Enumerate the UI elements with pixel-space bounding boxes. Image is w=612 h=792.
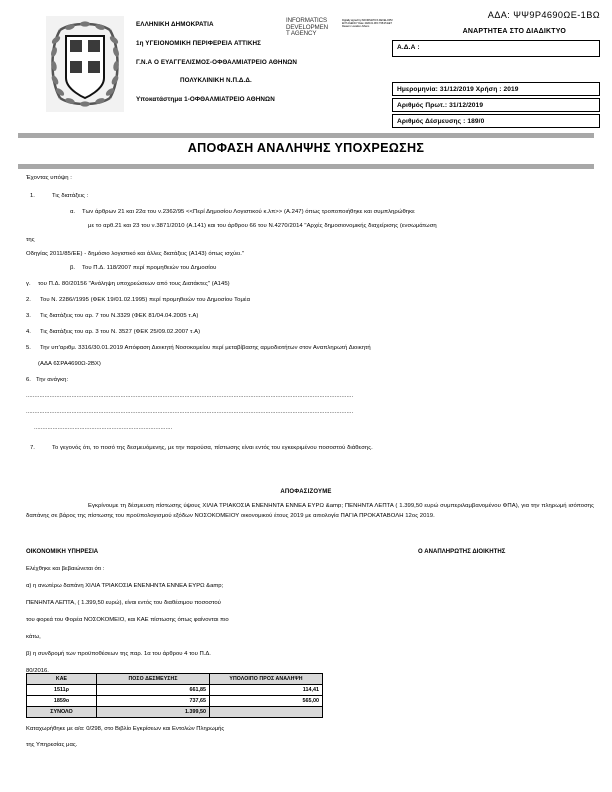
- cell-amount: 661,85: [97, 685, 210, 696]
- item-text-1a: Των άρθρων 21 και 22α του ν.2362/95 <<Περί Δημοσίου Λογιστικού κ.λπ>> (Α.247) όπως τροποποιήθηκε και συμπληρώθηκε: [82, 209, 415, 215]
- item-number-1b: β.: [70, 265, 76, 271]
- item-number-4: 4.: [26, 329, 31, 335]
- ida-logo-line3: T AGENCY: [286, 30, 317, 37]
- ada-code-top: ΑΔΑ: ΨΨ9Ρ4690ΩΕ-1ΒΩ: [487, 10, 600, 20]
- table-header-remaining: ΥΠΟΛΟΙΠΟ ΠΡΟΣ ΑΝΑΛΗΨΗ: [210, 674, 323, 685]
- table-header-kae: ΚΑΕ: [27, 674, 97, 685]
- item-number-6: 6.: [26, 377, 31, 383]
- verification-block: [26, 566, 356, 674]
- page-title: ΑΠΟΦΑΣΗ ΑΝΑΛΗΨΗΣ ΥΠΟΧΡΕΩΣΗΣ: [187, 141, 425, 155]
- verification-clause-a-line4: κάτω,: [26, 634, 41, 640]
- organization-block: [136, 22, 386, 116]
- registration-footer-line1: Καταχωρήθηκε με α/α: 0/298, στο Βιβλίο Εγκρίσεων και Εντολών Πληρωμής: [26, 726, 225, 732]
- item-text-1c: του Π.Δ. 80/20156 "Ανάληψη υποχρεώσεων από τους Διατάκτες" (Α145): [38, 281, 230, 287]
- item-text-3: Τις διατάξεις του αρ. 7 του Ν.3329 (ΦΕΚ 81/04.04.2005 τ.Α): [40, 313, 199, 319]
- dotted-fill-line-2: ..................................................................................................................................................................................................: [26, 410, 354, 415]
- date-box: Ημερομηνία: 31/12/2019 Χρήση : 2019: [392, 82, 600, 96]
- item-number-2: 2.: [26, 297, 31, 303]
- org-line-hospital: Γ.Ν.Α Ο ΕΥΑΓΓΕΛΙΣΜΟΣ-ΟΦΘΑΛΜΙΑΤΡΕΙΟ ΑΘΗΝΩΝ: [136, 58, 298, 66]
- ida-logo-line1: INFORMATICS: [286, 17, 328, 24]
- item-number-7: 7.: [30, 445, 35, 451]
- org-line-republic: ΕΛΛΗΝΙΚΗ ΔΗΜΟΚΡΑΤΙΑ: [136, 21, 214, 28]
- commitment-number-box: Αριθμός Δέσμευσης : 189/0: [392, 114, 600, 128]
- title-divider-top: [18, 133, 594, 138]
- org-line-health-region: 1η ΥΓΕΙΟΝΟΜΙΚΗ ΠΕΡΙΦΕΡΕΙΑ ΑΤΤΙΚΗΣ: [136, 39, 262, 47]
- having-regard-label: Έχοντας υπόψη :: [26, 175, 72, 181]
- item-text-5: Την υπ'αριθμ. 3316/30.01.2019 Απόφαση Διοικητή Νοσοκομείου περί μεταβίβασης αρμοδιοτήτων στον Αναπληρωτή Διοικητή: [40, 345, 371, 351]
- verification-clause-a-line2: ΠΕΝΗΝΤΑ ΛΕΠΤΑ, ( 1.399,50 ευρώ), είναι εντός του διαθέσιμου ποσοστού: [26, 600, 221, 606]
- table-header-amount: ΠΟΣΟ ΔΕΣΜΕΥΣΗΣ: [97, 674, 210, 685]
- ada-field-box: Α.Δ.Α :: [392, 40, 600, 57]
- financial-service-signature-label: ΟΙΚΟΝΟΜΙΚΗ ΥΠΗΡΕΣΙΑ: [26, 549, 99, 555]
- table-row: [27, 685, 323, 696]
- title-divider-bottom: [18, 164, 594, 169]
- kae-commitment-table: [26, 673, 323, 718]
- item-number-5: 5.: [26, 345, 31, 351]
- item-text-directive: Οδηγίας 2011/85/ΕΕ) - δημόσιο λογιστικό και άλλες διατάξεις (Α143) όπως ισχύει.": [26, 251, 245, 257]
- digital-signature-detail: Digitally signed by INFORMATICS DEVELOPMENT AGENCY Date: 2020.01.08 17:58:15 EET Reason: Location: Athens: [342, 19, 393, 29]
- table-row: [27, 696, 323, 707]
- cell-remaining: 114,41: [210, 685, 323, 696]
- cell-amount: 737,65: [97, 696, 210, 707]
- verification-clause-a-line1: α) η ανωτέρω δαπάνη ΧΙΛΙΑ ΤΡΙΑΚΟΣΙΑ ΕΝΕΝΗΝΤΑ ΕΝΝΕΑ ΕΥΡΩ &amp;: [26, 583, 224, 589]
- cell-total-label: ΣΥΝΟΛΟ: [27, 707, 97, 718]
- cell-kae-code: 1859ο: [27, 696, 97, 707]
- decision-heading: ΑΠΟΦΑΣΙΖΟΥΜΕ: [280, 489, 332, 495]
- dotted-fill-line-1: ..................................................................................................................................................................................................: [26, 394, 354, 399]
- registration-footer-line2: της Υπηρεσίας μας.: [26, 742, 78, 748]
- dotted-fill-line-3: ..................................................................................: [34, 426, 173, 431]
- item-text-2: Του Ν. 2286//1995 (ΦΕΚ 19/01.02.1995) περί προμηθειών του Δημοσίου Τομέα: [40, 297, 251, 303]
- verification-clause-a-line3: του φορεά του Φορέα ΝΟΣΟΚΟΜΕΙΟ, και ΚΑΕ πίστωσης όπως φαίνονται πιο: [26, 617, 229, 623]
- greek-coat-of-arms-emblem: [46, 16, 124, 112]
- item-number-1: 1.: [30, 193, 35, 199]
- cell-total-amount: 1.399,50: [97, 707, 210, 718]
- document-header: [0, 0, 612, 125]
- table-total-row: [27, 707, 323, 718]
- verification-clause-b-line1: β) η συνδρομή των προϋποθέσεων της παρ. 1α του άρθρου 4 του Π.Δ.: [26, 651, 211, 657]
- decision-paragraph: Εγκρίνουμε τη δέσμευση πίστωσης ύψους ΧΙΛΙΑ ΤΡΙΑΚΟΣΙΑ ΕΝΕΝΗΝΤΑ ΕΝΝΕΑ ΕΥΡΩ &amp; ΠΕΝΗΝΤΑ ΛΕΠΤΑ ( 1.399,50 ευρώ συμπεριλαμβανομένου ΦΠΑ), για την πληρωμή ισόποσης δαπάνης σε βάρος της πίστωσης του προϋπολογισμού εξόδων ΝΟΣΟΚΟΜΕΙΟΥ οικονομικού έτους 2019 με αιτιολογία ΠΑΓΙΑ ΠΡΟΚΑΤΑΒΟΛΗ 12ος 2019.: [26, 503, 594, 520]
- item-number-3: 3.: [26, 313, 31, 319]
- anartitea-label: ΑΝΑΡΤΗΤΕΑ ΣΤΟ ΔΙΑΔΙΚΤΥΟ: [462, 28, 566, 35]
- verification-intro: Ελέχθηκε και βεβαιώνεται ότι :: [26, 566, 105, 572]
- item-text-5-ada: (ΑΔΑ 6ΣΡΑ4690Ω-2ΒΧ): [38, 361, 101, 367]
- cell-remaining: 565,00: [210, 696, 323, 707]
- cell-total-remaining: [210, 707, 323, 718]
- ida-logo-line2: DEVELOPMEN: [286, 23, 328, 31]
- item-text-6: Την ανάγκη:: [36, 377, 69, 383]
- item-text-4: Τις διατάξεις του αρ. 3 του Ν. 3527 (ΦΕΚ 25/09.02.2007 τ.Α): [40, 329, 201, 335]
- cell-kae-code: 1511ρ: [27, 685, 97, 696]
- informatics-development-agency-logo: [286, 18, 348, 38]
- item-number-1a: α.: [70, 209, 76, 215]
- item-text-1b: Του Π.Δ. 118/2007 περί προμηθειών του Δημοσίου: [82, 265, 217, 271]
- item-text-1a-cont2: της: [26, 237, 35, 243]
- table-header-row: [27, 674, 323, 685]
- item-number-1c: γ.: [26, 281, 31, 287]
- item-text-1a-cont: με το αρθ.21 και 23 του ν.3871/2010 (Α.141) και του άρθρου 66 του Ν.4270/2014 "Αρχές δημοσιονομικής διαχείρισης (ενσωμάτωση: [88, 223, 437, 229]
- verification-clause-b-line2: 80/2016.: [26, 668, 49, 674]
- org-line-branch: Υποκατάστημα 1-ΟΦΘΑΛΜΙΑΤΡΕΙΟ ΑΘΗΝΩΝ: [136, 96, 275, 104]
- item-text-1: Τις διατάξεις :: [52, 193, 89, 199]
- org-line-polyclinic: ΠΟΛΥΚΛΙΝΙΚΗ Ν.Π.Δ.Δ.: [180, 77, 252, 85]
- deputy-governor-signature-label: Ο ΑΝΑΠΛΗΡΩΤΗΣ ΔΙΟΙΚΗΤΗΣ: [418, 549, 506, 555]
- item-text-7: Το γεγονός ότι, το ποσό της δεσμευόμενης, με την παρούσα, πίστωσης είναι εντός του εγκεκριμένου ποσοστού διάθεσης.: [52, 445, 373, 451]
- protocol-number-box: Αριθμός Πρωτ.: 31/12/2019: [392, 98, 600, 112]
